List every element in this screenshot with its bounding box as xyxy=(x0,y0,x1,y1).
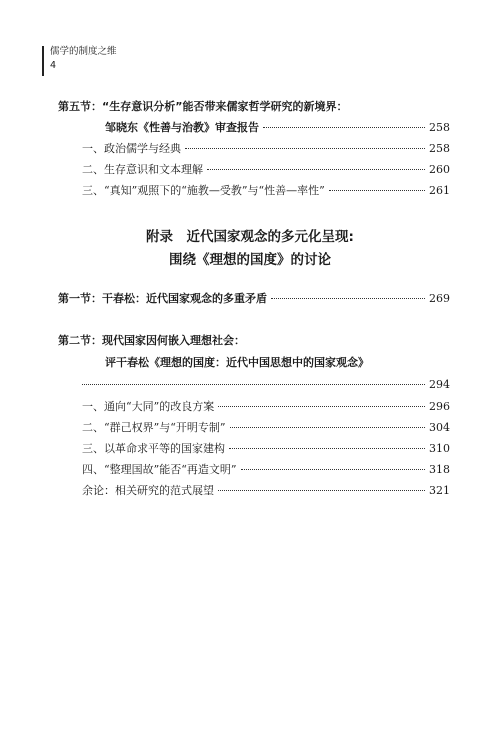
leader-dots xyxy=(185,148,425,149)
toc-entry-label: 三、“真知”观照下的“施教—受教”与“性善—率性” xyxy=(82,184,325,197)
page-ref: 310 xyxy=(429,442,450,455)
toc-entry xyxy=(82,421,450,435)
page-ref: 294 xyxy=(429,378,450,391)
page-ref: 261 xyxy=(429,184,450,197)
toc-entry xyxy=(82,400,450,414)
book-title: 儒学的制度之维 xyxy=(50,46,117,57)
toc-entry xyxy=(82,442,450,456)
page-ref: 269 xyxy=(429,292,450,305)
page-ref: 258 xyxy=(429,142,450,155)
section2-heading: 第二节：现代国家因何嵌入理想社会： xyxy=(58,334,245,347)
page-ref: 258 xyxy=(429,121,450,134)
section1-heading: 第一节：干春松：近代国家观念的多重矛盾 xyxy=(58,292,267,305)
toc-entry-label: 四、“整理国故”能否“再造文明” xyxy=(82,463,237,476)
appendix-title-line2: 围绕《理想的国度》的讨论 xyxy=(169,252,331,268)
toc-entry-label: 三、以革命求平等的国家建构 xyxy=(82,442,225,455)
leader-dots xyxy=(218,406,425,407)
page-ref: 304 xyxy=(429,421,450,434)
toc-entry xyxy=(82,184,450,198)
leader-dots xyxy=(82,384,425,385)
appendix-title-line1: 附录 近代国家观念的多元化呈现: xyxy=(146,229,354,245)
page-ref: 318 xyxy=(429,463,450,476)
toc-entry-label: 二、生存意识和文本理解 xyxy=(82,163,203,176)
leader-dots xyxy=(263,127,425,128)
leader-dots xyxy=(207,169,425,170)
toc-entry-label: 一、通向“大同”的改良方案 xyxy=(82,400,215,413)
toc-entry-label: 一、政治儒学与经典 xyxy=(82,142,181,155)
leader-dots xyxy=(329,190,425,191)
page-number: 4 xyxy=(50,60,57,71)
section5-heading: 第五节：“生存意识分析”能否带来儒家哲学研究的新境界： xyxy=(58,100,348,113)
toc-entry-label: 二、“群己权界”与“开明专制” xyxy=(82,421,226,434)
toc-entry-label: 余论：相关研究的范式展望 xyxy=(82,484,214,497)
toc-entry xyxy=(82,463,450,477)
section1-entry xyxy=(58,292,450,306)
page-ref: 296 xyxy=(429,400,450,413)
section5-subheading: 邹晓东《性善与治教》审查报告 xyxy=(105,121,259,134)
page-ref: 321 xyxy=(429,484,450,497)
section2-subheading-page-line xyxy=(82,378,450,392)
section2-subheading: 评干春松《理想的国度：近代中国思想中的国家观念》 xyxy=(105,356,369,369)
leader-dots xyxy=(229,448,425,449)
leader-dots xyxy=(271,298,425,299)
leader-dots xyxy=(241,469,426,470)
toc-entry xyxy=(82,163,450,177)
header-rule xyxy=(42,46,44,76)
toc-entry xyxy=(82,142,450,156)
section5-subheading-entry xyxy=(105,121,450,135)
page-ref: 260 xyxy=(429,163,450,176)
toc-entry xyxy=(82,484,450,498)
leader-dots xyxy=(218,490,425,491)
leader-dots xyxy=(230,427,426,428)
